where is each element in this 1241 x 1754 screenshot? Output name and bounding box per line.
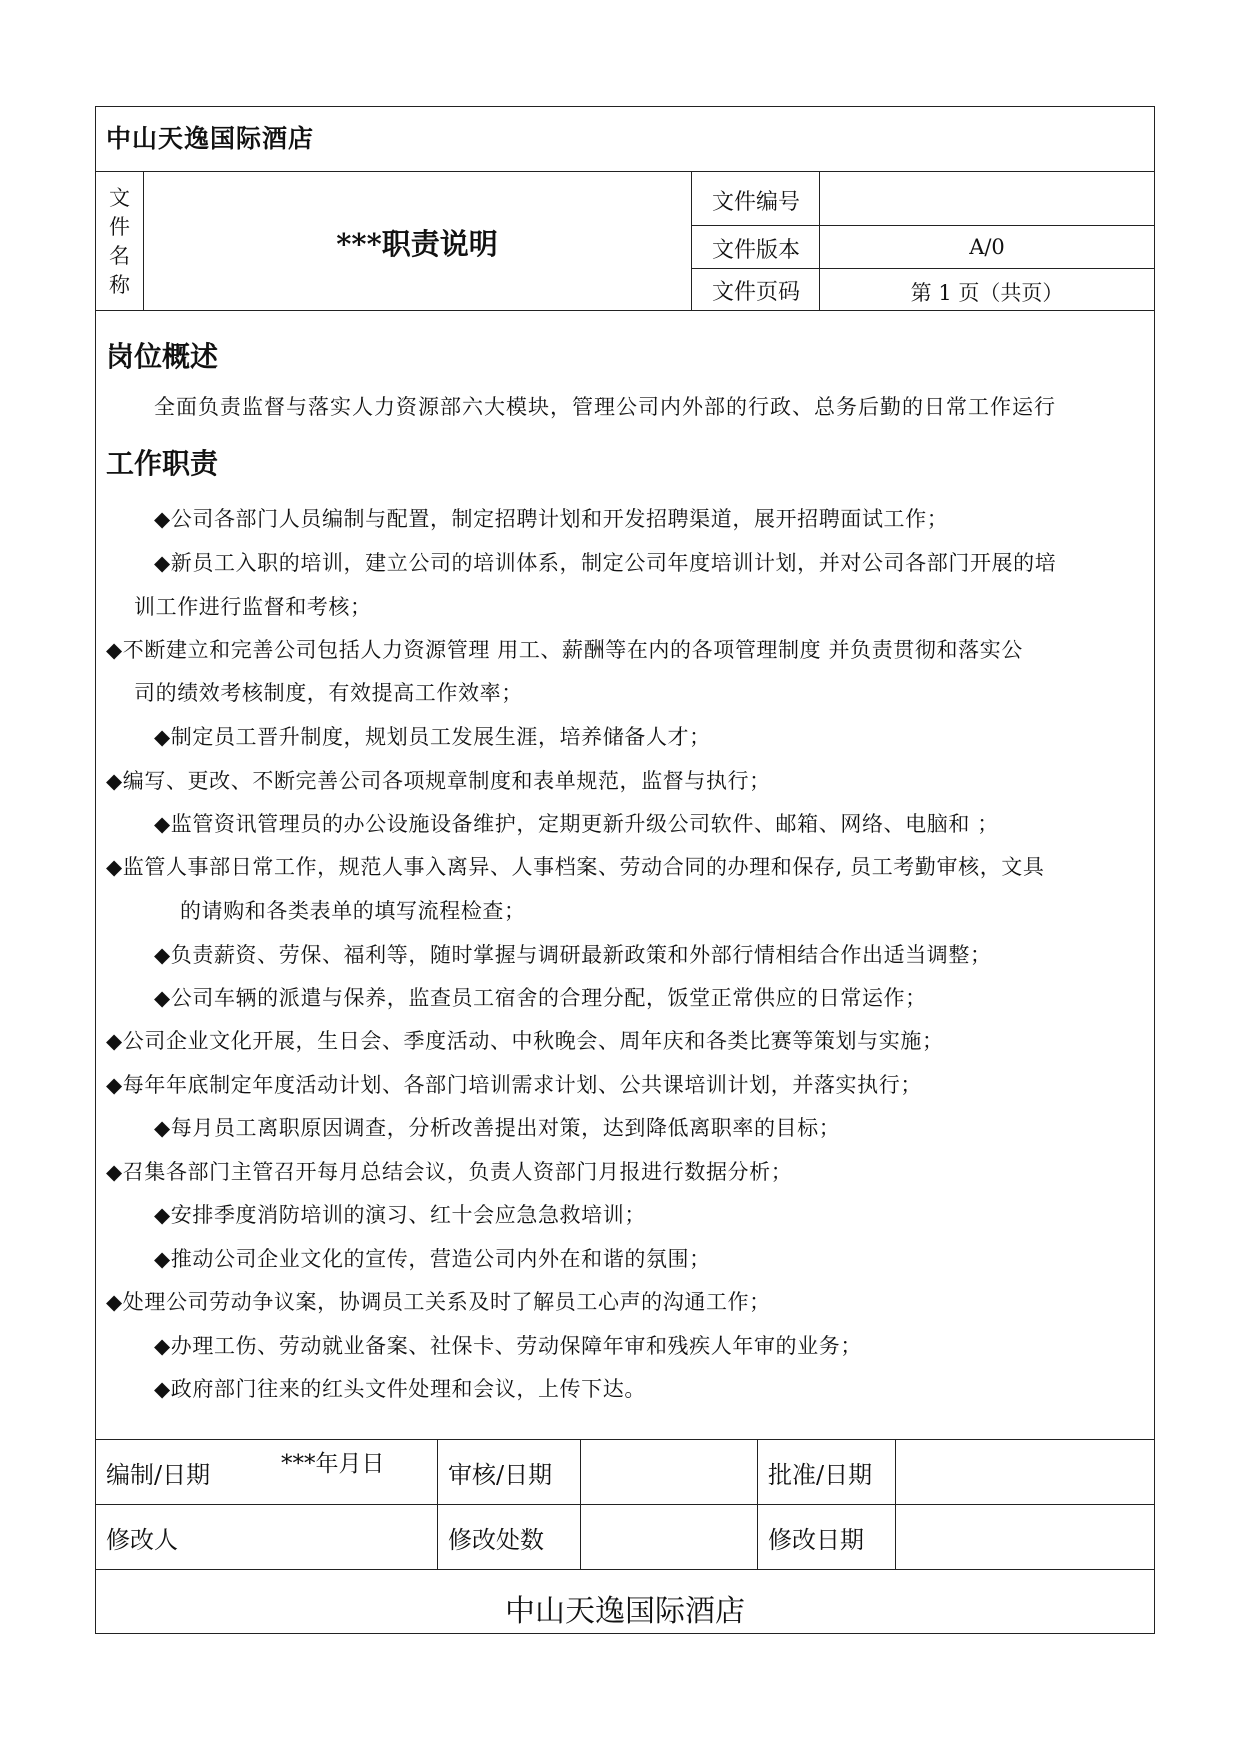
approved-by-label: 批准/日期	[768, 1461, 873, 1489]
duty-item: ◆监管资讯管理员的办公设施设备维护，定期更新升级公司软件、邮箱、网络、电脑和 ；	[154, 812, 999, 836]
file-name-label-char: 文	[109, 186, 130, 210]
duty-item: ◆公司车辆的派遣与保养，监查员工宿舍的合理分配，饭堂正常供应的日常运作；	[154, 986, 927, 1010]
divider	[580, 1439, 581, 1569]
duty-item: ◆安排季度消防培训的演习、红十会应急急救培训；	[154, 1203, 646, 1227]
file-version-label: 文件版本	[711, 238, 800, 263]
file-number-label: 文件编号	[711, 190, 800, 215]
duty-item: ◆每月员工离职原因调查，分析改善提出对策，达到降低离职率的目标；	[154, 1116, 841, 1140]
prepared-date-value: ***年月日	[281, 1451, 385, 1477]
duty-item-continued: 司的绩效考核制度，有效提高工作效率；	[134, 681, 523, 705]
duty-item: ◆新员工入职的培训，建立公司的培训体系，制定公司年度培训计划，并对公司各部门开展的培	[154, 551, 1057, 575]
file-name-label-char: 名	[109, 244, 130, 268]
duty-item: ◆每年年底制定年度活动计划、各部门培训需求计划、公共课培训计划，并落实执行；	[106, 1073, 922, 1097]
file-page-value: 第 1 页（共页）	[910, 281, 1064, 305]
duty-item: ◆负责薪资、劳保、福利等，随时掌握与调研最新政策和外部行情相结合作出适当调整；	[154, 943, 992, 967]
file-name-label-char: 件	[109, 215, 130, 239]
modifier-label: 修改人	[106, 1526, 178, 1554]
document-frame	[95, 106, 1155, 1634]
modification-count-label: 修改处数	[448, 1526, 544, 1554]
file-name-label-char: 称	[109, 273, 130, 297]
duty-item: ◆处理公司劳动争议案，协调员工关系及时了解员工心声的沟通工作；	[106, 1290, 771, 1314]
divider	[895, 1439, 896, 1569]
duty-item: ◆监管人事部日常工作，规范人事入离异、人事档案、劳动合同的办理和保存, 员工考勤审核，文具	[106, 855, 1045, 879]
footer-company: 中山天逸国际酒店	[505, 1594, 745, 1629]
body-content	[96, 107, 1154, 1407]
divider	[96, 1439, 1154, 1440]
duty-item: ◆召集各部门主管召开每月总结会议，负责人资部门月报进行数据分析；	[106, 1160, 793, 1184]
duty-item: ◆公司企业文化开展，生日会、季度活动、中秋晚会、周年庆和各类比赛等策划与实施；	[106, 1029, 944, 1053]
overview-heading: 岗位概述	[106, 340, 219, 373]
divider	[437, 1439, 438, 1569]
duty-item: ◆办理工伤、劳动就业备案、社保卡、劳动保障年审和残疾人年审的业务；	[154, 1334, 862, 1358]
duty-item: ◆推动公司企业文化的宣传，营造公司内外在和谐的氛围；	[154, 1247, 711, 1271]
divider	[757, 1439, 758, 1569]
duty-item-continued: 的请购和各类表单的填写流程检查；	[180, 899, 526, 923]
divider	[96, 1504, 1154, 1505]
company-header: 中山天逸国际酒店	[106, 124, 315, 153]
file-version-value: A/0	[969, 235, 1005, 259]
duty-item: ◆不断建立和完善公司包括人力资源管理 用工、薪酬等在内的各项管理制度 并负责贯彻和落实公	[106, 638, 1023, 662]
modification-date-label: 修改日期	[768, 1526, 864, 1554]
file-page-label: 文件页码	[711, 280, 800, 305]
divider	[96, 1569, 1154, 1570]
duty-item: ◆编写、更改、不断完善公司各项规章制度和表单规范，监督与执行；	[106, 769, 771, 793]
prepared-by-label: 编制/日期	[106, 1461, 211, 1489]
duties-heading: 工作职责	[106, 447, 219, 480]
duty-item: ◆政府部门往来的红头文件处理和会议，上传下达。	[154, 1377, 646, 1401]
overview-text: 全面负责监督与落实人力资源部六大模块，管理公司内外部的行政、总务后勤的日常工作运行	[154, 395, 1056, 419]
duty-item: ◆公司各部门人员编制与配置，制定招聘计划和开发招聘渠道，展开招聘面试工作；	[154, 507, 949, 531]
duty-item-continued: 训工作进行监督和考核；	[134, 595, 372, 619]
reviewed-by-label: 审核/日期	[448, 1461, 553, 1489]
duty-item: ◆制定员工晋升制度，规划员工发展生涯，培养储备人才；	[154, 725, 711, 749]
document-title: ***职责说明	[336, 226, 498, 261]
